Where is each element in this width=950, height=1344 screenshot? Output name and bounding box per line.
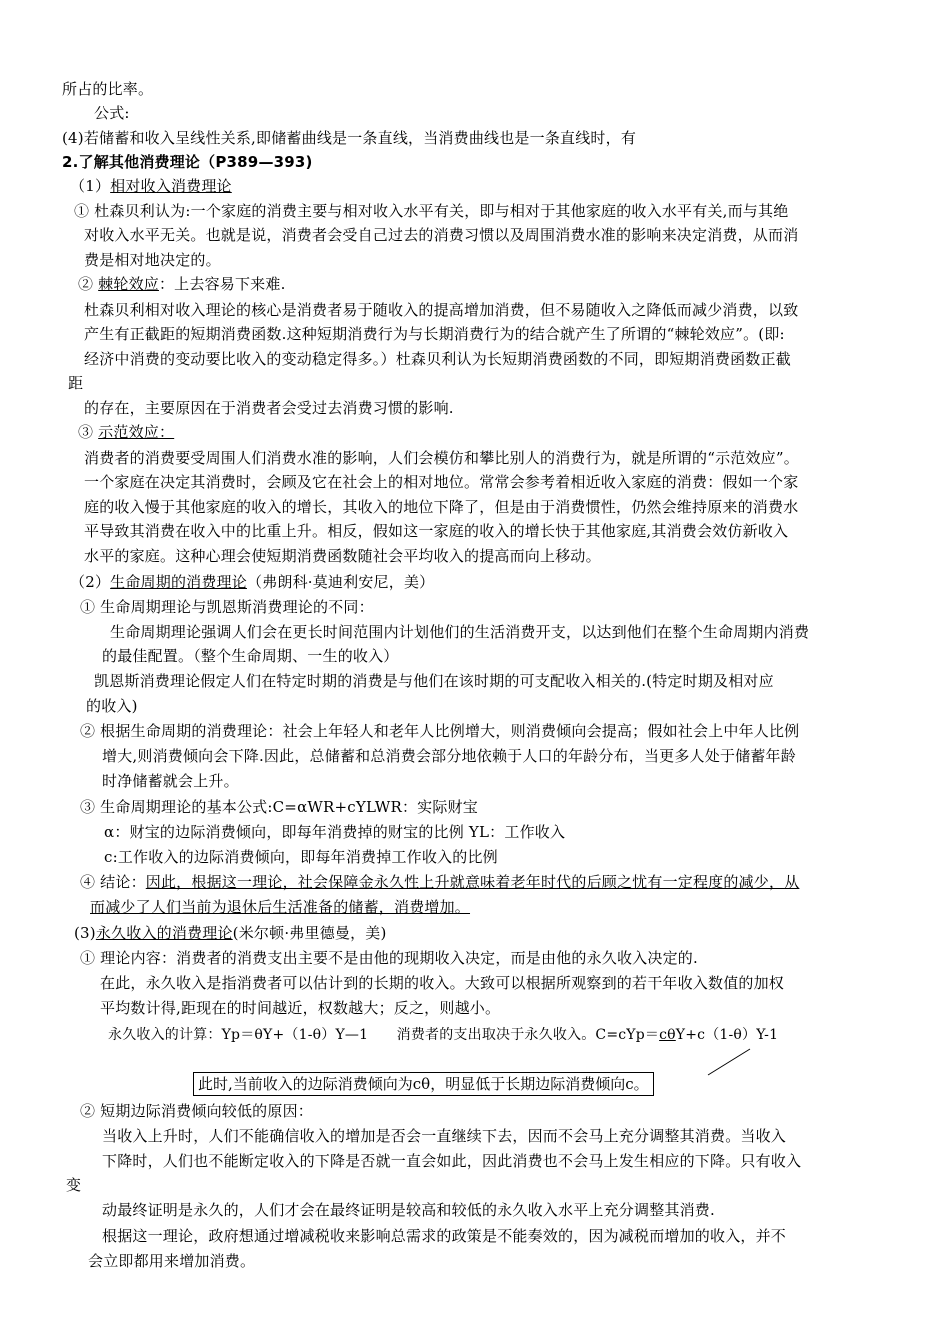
ratchet-effect-term: 棘轮效应 — [98, 275, 159, 293]
formula-line: c:工作收入的边际消费倾向，即每年消费掉工作收入的比例 — [104, 848, 498, 866]
subsection-heading: （2）生命周期的消费理论（弗朗科·莫迪利安尼，美） — [70, 573, 435, 591]
text-line: 对收入水平无关。也就是说，消费者会受自己过去的消费习惯以及周围消费水准的影响来决定消费，从而消 — [84, 226, 799, 244]
text-line: 水平的家庭。这种心理会使短期消费函数随社会平均收入的提高而向上移动。 — [84, 547, 601, 565]
subsection-number: (3) — [74, 924, 96, 942]
text-line: 产生有正截距的短期消费函数.这种短期消费行为与长期消费行为的结合就产生了所谓的“棘轮效应”。(即: — [84, 325, 785, 343]
text-line: 费是相对地决定的。 — [84, 251, 221, 269]
text-line: 杜森贝利相对收入理论的核心是消费者易于随收入的提高增加消费，但不易随收入之降低而减少消费，以致 — [84, 301, 799, 319]
text-line: 所占的比率。 — [62, 80, 154, 98]
formula-label: 公式: — [94, 104, 130, 122]
text-line: 生命周期理论强调人们会在更长时间范围内计划他们的生活消费开支，以达到他们在整个生命周期内消费 — [110, 623, 810, 641]
callout-pointer-line — [706, 1048, 752, 1076]
conclusion-line: ④ 结论：因此，根据这一理论，社会保障金永久性上升就意味着老年时代的后顾之忧有一定程度的减少，从 — [80, 873, 800, 891]
text-line: 变 — [66, 1176, 82, 1194]
text-line: (4)若储蓄和收入呈线性关系,即储蓄曲线是一条直线，当消费曲线也是一条直线时，有 — [62, 129, 637, 147]
text-line: ① 生命周期理论与凯恩斯消费理论的不同： — [80, 598, 374, 616]
text-line: 会立即都用来增加消费。 — [88, 1252, 256, 1270]
text-line: 消费者的消费要受周围人们消费水准的影响，人们会模仿和攀比别人的消费行为，就是所谓的“示范效应”。 — [84, 449, 799, 467]
subsection-number: （1） — [70, 177, 111, 195]
text-line: 凯恩斯消费理论假定人们在特定时期的消费是与他们在该时期的可支配收入相关的.(特定时期及相对应 — [94, 672, 774, 690]
formula-line: 永久收入的计算：Yp＝θY+（1-θ）Y—1 消费者的支出取决于永久收入。C=cYp＝cθY+c（1-θ）Y-1 — [108, 1027, 779, 1043]
text-line: 当收入上升时，人们不能确信收入的增加是否会一直继续下去，因而不会马上充分调整其消费。当收入 — [102, 1127, 787, 1145]
text-line: 平均数计得,距现在的时间越近，权数越大；反之，则越小。 — [100, 999, 501, 1017]
text-line: 庭的收入慢于其他家庭的收入的增长，其收入的地位下降了，但是由于消费惯性，仍然会维持原来的消费水 — [84, 498, 799, 516]
text-line: 平导致其消费在收入中的比重上升。相反，假如这一家庭的收入的增长快于其他家庭,其消费会效仿新收入 — [84, 522, 789, 540]
conclusion-text: 因此，根据这一理论，社会保障金永久性上升就意味着老年时代的后顾之忧有一定程度的减少，从 — [145, 873, 800, 891]
text-line: 经济中消费的变动要比收入的变动稳定得多。）杜森贝利认为长短期消费函数的不同，即短期消费函数正截 — [84, 350, 791, 368]
section-heading: 2.了解其他消费理论（P389—393) — [62, 153, 313, 171]
text-line: 的存在，主要原因在于消费者会受过去消费习惯的影响. — [84, 399, 454, 417]
text-line: ① 杜森贝利认为:一个家庭的消费主要与相对收入水平有关，即与相对于其他家庭的收入水平有关,而与其绝 — [74, 202, 789, 220]
subsection-title: 相对收入消费理论 — [110, 177, 232, 195]
formula-line: α：财宝的边际消费倾向，即每年消费掉的财宝的比例 YL：工作收入 — [104, 823, 566, 841]
text-line: ② 短期边际消费倾向较低的原因： — [80, 1102, 313, 1120]
text-line: 的最佳配置。（整个生命周期、一生的收入） — [102, 647, 399, 665]
ratchet-effect-heading: ② 棘轮效应：上去容易下来难. — [78, 275, 286, 293]
text-line: 的收入) — [86, 697, 138, 715]
text-line: 下降时，人们也不能断定收入的下降是否就一直会如此，因此消费也不会马上发生相应的下降。只有收入 — [102, 1152, 802, 1170]
text-line: 根据这一理论，政府想通过增减税收来影响总需求的政策是不能奏效的，因为减税而增加的收入，并不 — [102, 1227, 787, 1245]
text-line: 一个家庭在决定其消费时，会顾及它在社会上的相对地位。常常会参考着相近收入家庭的消费：假如一个家 — [84, 473, 799, 491]
text-line: 增大,则消费倾向会下降.因此，总储蓄和总消费会部分地依赖于人口的年龄分布，当更多人处于储蓄年龄 — [102, 747, 796, 765]
formula-underlined-term: cθ — [659, 1027, 676, 1043]
demonstration-effect-term: 示范效应： — [98, 423, 175, 441]
subsection-title: 永久收入的消费理论 — [95, 924, 233, 942]
text-line: 时净储蓄就会上升。 — [102, 772, 239, 790]
text-line: 距 — [68, 374, 84, 392]
subsection-heading — [70, 174, 232, 198]
conclusion-text: 而减少了人们当前为退休后生活准备的储蓄，消费增加。 — [90, 898, 471, 916]
demonstration-effect-heading: ③ 示范效应： — [78, 423, 175, 441]
subsection-number: （2） — [70, 573, 111, 591]
text-line: 在此，永久收入是指消费者可以估计到的长期的收入。大致可以根据所观察到的若干年收入数值的加权 — [100, 974, 785, 992]
formula-line: ③ 生命周期理论的基本公式:C=αWR+cYLWR：实际财宝 — [80, 798, 478, 816]
text-line: 动最终证明是永久的，人们才会在最终证明是较高和较低的永久收入水平上充分调整其消费. — [102, 1201, 715, 1219]
subsection-heading: (3)永久收入的消费理论(米尔顿·弗里德曼，美) — [74, 924, 387, 942]
subsection-title: 生命周期的消费理论 — [110, 573, 247, 591]
callout-box: 此时,当前收入的边际消费倾向为cθ，明显低于长期边际消费倾向c。 — [193, 1072, 654, 1096]
text-line: ① 理论内容：消费者的消费支出主要不是由他的现期收入决定，而是由他的永久收入决定的. — [80, 949, 698, 967]
text-line: ② 根据生命周期的消费理论：社会上年轻人和老年人比例增大，则消费倾向会提高；假如社会上中年人比例 — [80, 722, 800, 740]
